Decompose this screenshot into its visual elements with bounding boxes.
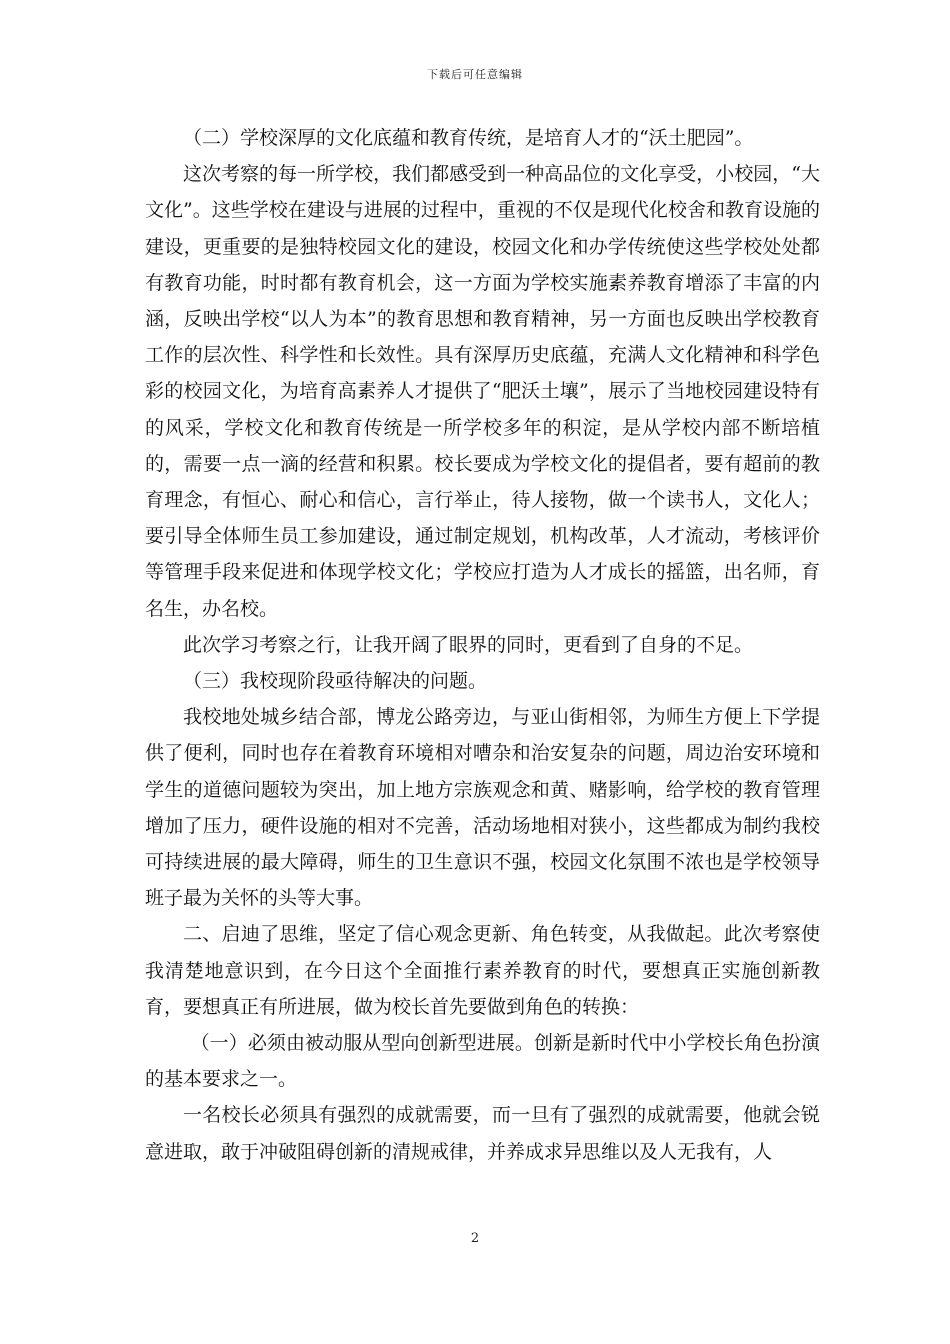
page-header: 下载后可任意编辑: [427, 68, 523, 81]
document-body: [145, 120, 820, 1170]
paragraph: 二、启迪了思维，坚定了信心观念更新、角色转变，从我做起。此次考察使我清楚地意识到，在今日这个全面推行素养教育的时代，要想真正实施创新教育，要想真正有所进展，做为校长首先要做到角色的转换：: [145, 923, 820, 1018]
page-number: 2: [470, 1231, 480, 1246]
paragraph: 这次考察的每一所学校，我们都感受到一种高品位的文化享受，小校园，“大文化”。这些学校在建设与进展的过程中，重视的不仅是现代化校舍和教育设施的建设，更重要的是独特校园文化的建设，校园文化和办学传统使这些学校处处都有教育功能，时时都有教育机会，这一方面为学校实施素养教育增添了丰富的内涵，反映出学校“以人为本”的教育思想和教育精神，另一方面也反映出学校教育工作的层次性、科学性和长效性。具有深厚历史底蕴，充满人文化精神和科学色彩的校园文化，为培育高素养人才提供了“肥沃土壤”，展示了当地校园建设特有的风采，学校文化和教育传统是一所学校多年的积淀，是从学校内部不断培植的，需要一点一滴的经营和积累。校长要成为学校文化的提倡者，要有超前的教育理念，有恒心、耐心和信心，言行举止，待人接物，做一个读书人，文化人；要引导全体师生员工参加建设，通过制定规划，机构改革，人才流动，考核评价等管理手段来促进和体现学校文化；学校应打造为人才成长的摇篮，出名师，育名生，办名校。: [145, 163, 820, 620]
paragraph: 此次学习考察之行，让我开阔了眼界的同时，更看到了自身的不足。: [183, 633, 754, 656]
paragraph: 我校地处城乡结合部，博龙公路旁边，与亚山街相邻，为师生方便上下学提供了便利，同时也存在着教育环境相对嘈杂和治安复杂的问题，周边治安环境和学生的道德问题较为突出，加上地方宗族观念和黄、赌影响，给学校的教育管理增加了压力，硬件设施的相对不完善，活动场地相对狭小，这些都成为制约我校可持续进展的最大障碍，师生的卫生意识不强，校园文化氛围不浓也是学校领导班子最为关怀的头等大事。: [145, 706, 820, 910]
paragraph: 一名校长必须具有强烈的成就需要，而一旦有了强烈的成就需要，他就会锐意进取，敢于冲破阻碍创新的清规戒律，并养成求异思维以及人无我有，人: [145, 1104, 820, 1163]
paragraph: （三）我校现阶段亟待解决的问题。: [183, 670, 488, 693]
paragraph: （一）必须由被动服从型向创新型进展。创新是新时代中小学校长角色扮演的基本要求之一。: [145, 1032, 820, 1091]
paragraph: （二）学校深厚的文化底蕴和教育传统，是培育人才的“沃土肥园”。: [183, 127, 754, 149]
